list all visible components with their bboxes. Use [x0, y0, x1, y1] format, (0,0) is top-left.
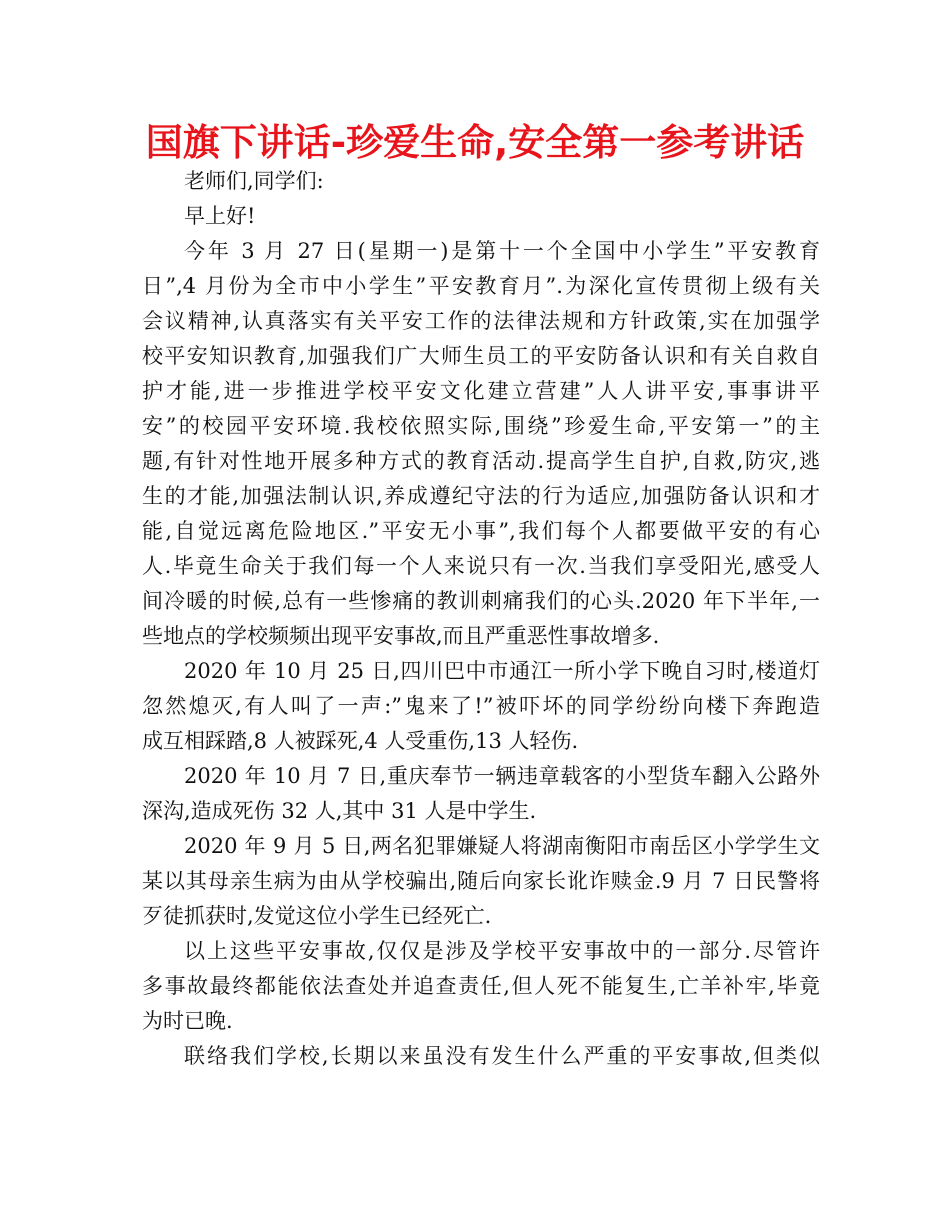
text-line: 老师们,同学们:	[184, 169, 324, 193]
text-line: 会议精神,认真落实有关平安工作的法律法规和方针政策,实在加强学	[142, 309, 820, 333]
text-line: 人.毕竟生命关于我们每一个人来说只有一次.当我们享受阳光,感受人	[142, 554, 820, 578]
text-line: 日”,4 月份为全市中小学生”平安教育月”.为深化宣传贯彻上级有关	[142, 274, 820, 298]
text-line: 生的才能,加强法制认识,养成遵纪守法的行为适应,加强防备认识和才	[142, 484, 820, 508]
text-line: 2020 年 10 月 7 日,重庆奉节一辆违章载客的小型货车翻入公路外	[184, 764, 820, 788]
text-line: 早上好!	[184, 204, 256, 228]
text-line: 联络我们学校,长期以来虽没有发生什么严重的平安事故,但类似	[184, 1044, 820, 1068]
text-line: 校平安知识教育,加强我们广大师生员工的平安防备认识和有关自救自	[142, 344, 820, 368]
text-line: 些地点的学校频频出现平安事故,而且严重恶性事故增多.	[142, 624, 660, 648]
text-line: 2020 年 10 月 25 日,四川巴中市通江一所小学下晚自习时,楼道灯	[184, 659, 820, 683]
text-line: 2020 年 9 月 5 日,两名犯罪嫌疑人将湖南衡阳市南岳区小学学生文	[184, 834, 820, 858]
text-line: 安”的校园平安环境.我校依照实际,围绕”珍爱生命,平安第一”的主	[142, 414, 820, 438]
text-line: 护才能,进一步推进学校平安文化建立营建”人人讲平安,事事讲平	[142, 379, 820, 403]
text-line: 某以其母亲生病为由从学校骗出,随后向家长讹诈赎金.9 月 7 日民警将	[142, 869, 820, 893]
text-line: 题,有针对性地开展多种方式的教育活动.提高学生自护,自救,防灾,逃	[142, 449, 820, 473]
text-line: 歹徒抓获时,发觉这位小学生已经死亡.	[142, 904, 492, 928]
text-line: 以上这些平安事故,仅仅是涉及学校平安事故中的一部分.尽管许	[184, 939, 820, 963]
text-line: 能,自觉远离危险地区.”平安无小事”,我们每个人都要做平安的有心	[142, 519, 820, 543]
text-line: 忽然熄灭,有人叫了一声:”鬼来了!”被吓坏的同学纷纷向楼下奔跑造	[142, 694, 820, 718]
page-title: 国旗下讲话-珍爱生命,安全第一参考讲话	[145, 121, 805, 164]
text-line: 为时已晚.	[142, 1009, 233, 1033]
text-line: 今年 3 月 27 日(星期一)是第十一个全国中小学生”平安教育	[184, 239, 820, 263]
document-body	[142, 164, 820, 1074]
text-line: 多事故最终都能依法查处并追查责任,但人死不能复生,亡羊补牢,毕竟	[142, 974, 820, 998]
text-line: 间冷暖的时候,总有一些惨痛的教训刺痛我们的心头.2020 年下半年,一	[142, 589, 820, 613]
text-line: 深沟,造成死伤 32 人,其中 31 人是中学生.	[142, 799, 537, 823]
text-line: 成互相踩踏,8 人被踩死,4 人受重伤,13 人轻伤.	[142, 729, 579, 753]
